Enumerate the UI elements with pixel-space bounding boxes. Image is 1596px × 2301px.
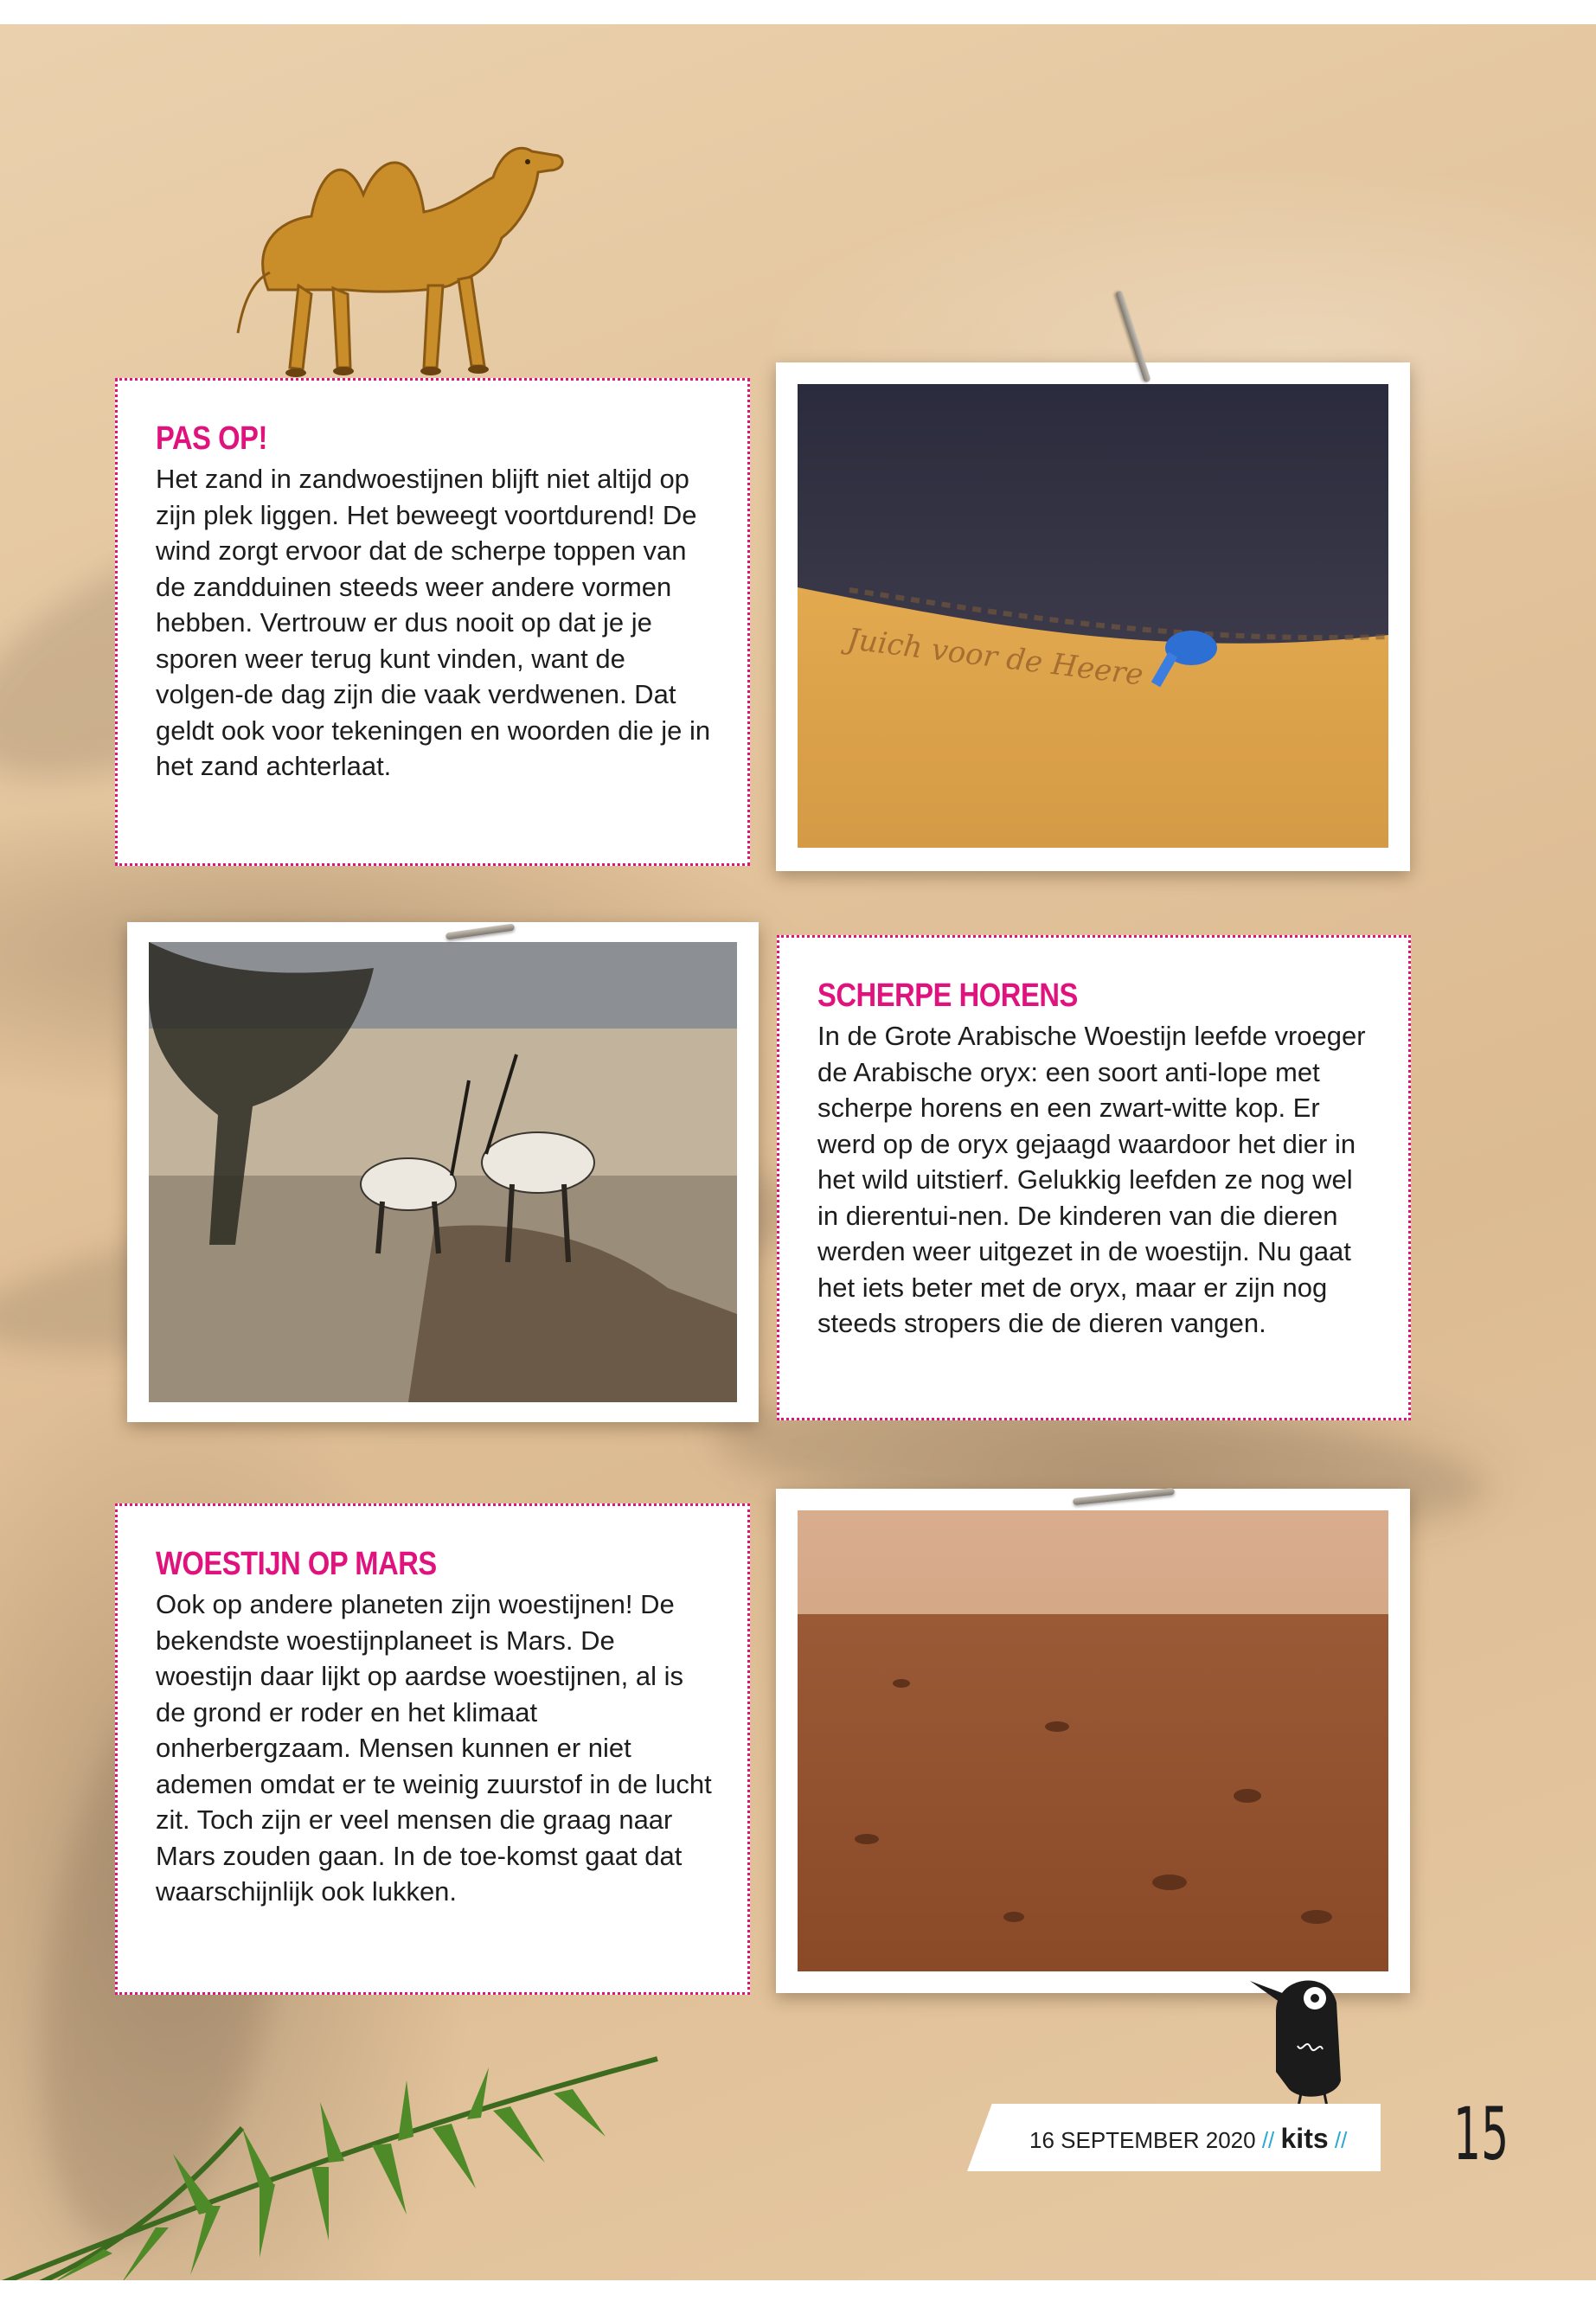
page-top-margin [0, 0, 1596, 24]
box-title: PAS OP! [156, 420, 267, 457]
photo-oryx [127, 922, 759, 1422]
page-bottom-margin [0, 2280, 1596, 2301]
footer-separator: // [1261, 2127, 1275, 2153]
photo-dune [776, 362, 1410, 871]
footer-separator: // [1334, 2127, 1348, 2153]
camel-illustration [216, 117, 597, 394]
page-number: 15 [1453, 2092, 1509, 2176]
dune-writing: Juich voor de Heere [845, 622, 1145, 693]
mars-image [798, 1510, 1388, 1971]
issue-date: 16 SEPTEMBER 2020 [1029, 2127, 1256, 2153]
footer [1029, 2123, 1347, 2155]
box-text: In de Grote Arabische Woestijn leefde vroeger de Arabische oryx: een soort anti-lope met scherpe horens en een zwart-witte kop. Er werd op de oryx gejaagd waardoor het dier in het wild uitstierf. Gelukkig leefden ze nog wel in dierentui-nen. De kinderen van die dieren werden weer uitgezet in de woestijn. Nu gaat het iets beter met de oryx, maar er zijn nog steeds stropers die de dieren vangen. [817, 1021, 1366, 1338]
box-title: SCHERPE HORENS [817, 977, 1078, 1014]
box-text: Het zand in zandwoestijnen blijft niet altijd op zijn plek liggen. Het beweegt voortdurend! De wind zorgt ervoor dat de scherpe toppen van de zandduinen steeds weer andere vormen hebben. Vertrouw er dus nooit op dat je je sporen weer terug kunt vinden, want de volgen-de dag zijn die vaak verdwenen. Dat geldt ook voor tekeningen en woorden die je in het zand achterlaat. [156, 464, 711, 781]
photo-mars [776, 1489, 1410, 1993]
palm-fronds-illustration [0, 1998, 675, 2292]
crow-illustration [1250, 1951, 1371, 2115]
dune-image [798, 384, 1388, 848]
info-box-scherpe-horens [777, 935, 1411, 1420]
box-text: Ook op andere planeten zijn woestijnen! De bekendste woestijnplaneet is Mars. De woestijn daar lijkt op aardse woestijnen, al is de grond er roder en het klimaat onherbergzaam. Mensen kunnen er niet ademen omdat er te weinig zuurstof in de lucht zit. Toch zijn er veel mensen die graag naar Mars zouden gaan. In de toe-komst gaat dat waarschijnlijk ook lukken. [156, 1589, 712, 1907]
box-title: WOESTIJN OP MARS [156, 1546, 437, 1582]
magazine-brand: kits [1280, 2123, 1329, 2154]
info-box-woestijn-op-mars [115, 1503, 750, 1995]
info-box-pas-op [115, 378, 750, 866]
oryx-image [149, 942, 737, 1402]
